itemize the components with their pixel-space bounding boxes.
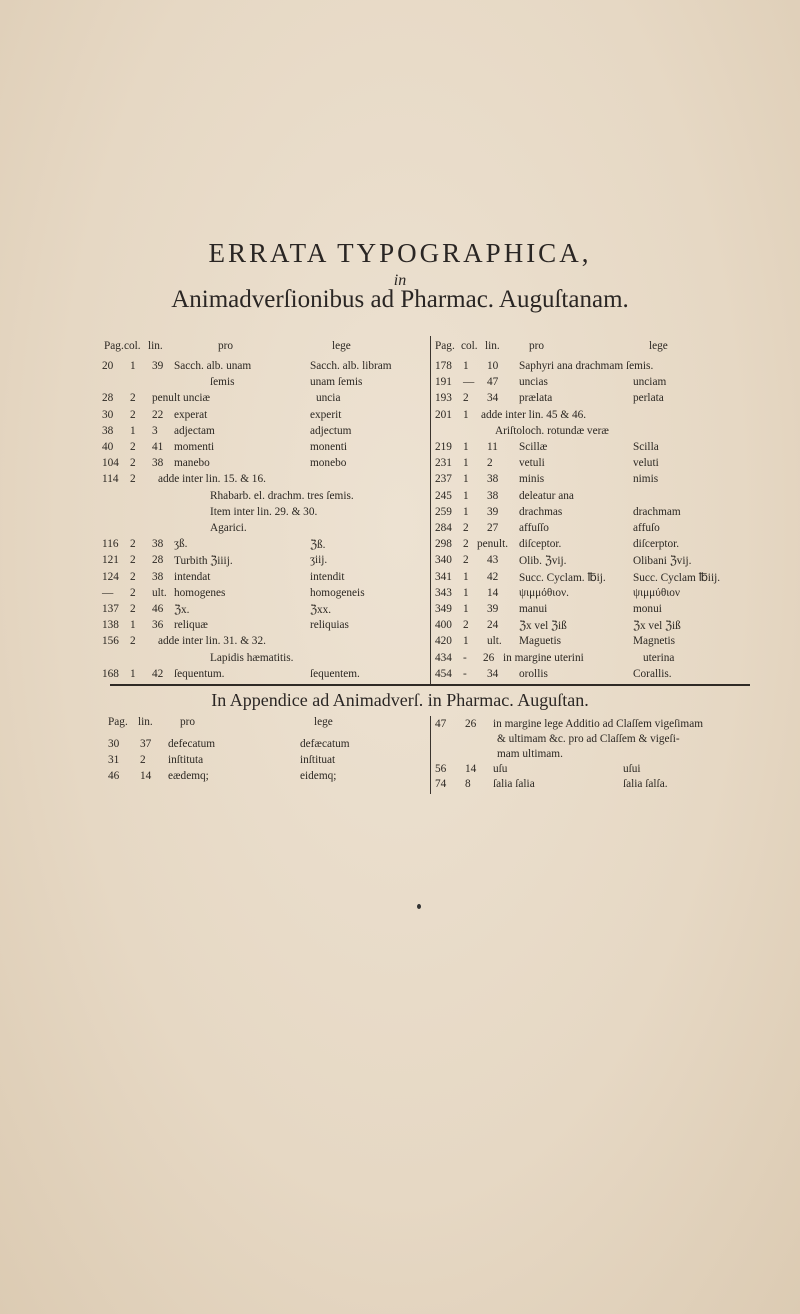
appendix-title: In Appendice ad Animadverſ. in Pharmac. Auguſtan. [211,690,589,710]
cell-pro: prælata [519,392,553,405]
cell-lege: unam ſemis [310,376,363,389]
cell-col: 2 [130,473,136,486]
errata-subtitle: Animadverſionibus ad Pharmac. Auguſtanam. [171,286,629,313]
cell-pro: ſemis [210,376,235,389]
cell-col: 2 [130,457,136,470]
cell-pro: Succ. Cyclam. ℔ij. [519,571,606,584]
cell-col: 1 [130,619,136,632]
cell-pag: 114 [102,473,119,486]
cell-pro: mam ultimam. [497,748,563,760]
cell-pag: 124 [102,570,119,583]
cell-pro: diſceptor. [519,538,562,551]
cell-pag: — [102,586,114,599]
cell-pag: 193 [435,392,452,405]
cell-lin: 14 [487,586,499,599]
cell-lege: Sacch. alb. libram [310,360,392,372]
cell-pag: 341 [435,570,452,583]
cell-lin: 34 [487,667,499,680]
cell-pro: Rhabarb. el. drachm. tres ſemis. [210,489,354,502]
cell-lege: ψιμμύθιον [633,586,681,599]
cell-lege: perlata [633,392,664,405]
cell-pag: 156 [102,635,119,648]
cell-pro: experat [174,408,208,421]
cell-col: 1 [130,424,136,437]
cell-lege: Magnetis [633,635,676,648]
cell-lin: 38 [487,473,499,486]
header-pro: pro [529,340,545,352]
cell-lin: 43 [487,554,499,567]
cell-pag: 56 [435,763,447,775]
cell-pag: 104 [102,457,119,470]
cell-pag: 178 [435,360,452,372]
cell-pro: Agarici. [210,522,247,534]
cell-col: 1 [463,505,469,518]
cell-lin: 34 [487,392,499,405]
cell-pro: in margine uterini [503,651,584,664]
header-pag: Pag. [108,716,128,728]
cell-lin: 27 [487,522,499,534]
cell-pag: 237 [435,473,452,486]
cell-pro: Saphyri ana drachmam ſemis. [519,360,654,372]
header-pag: Pag. [435,340,455,352]
cell-pro: Turbith ℨiiij. [174,555,233,568]
cell-col: - [463,651,467,664]
cell-lege: intendit [310,570,345,583]
cell-lin: 39 [487,603,499,615]
cell-lege: monebo [310,457,347,470]
cell-pag: 116 [102,538,119,551]
cell-pro: Ariſtoloch. rotundæ veræ [495,424,609,437]
cell-col: 2 [463,554,469,567]
cell-pag: 74 [435,778,447,790]
rule-line [110,684,750,686]
cell-lege: monenti [310,441,348,453]
cell-lege: uterina [643,651,675,664]
cell-lin: 36 [152,619,164,632]
cell-lin: 2 [140,754,146,766]
cell-col: 2 [463,538,469,551]
cell-pro: & ultimam &c. pro ad Claſſem & vigeſi- [497,733,680,745]
header-lege: lege [314,716,333,728]
cell-pro: drachmas [519,505,563,518]
cell-pag: 340 [435,554,452,567]
cell-lege: inſtituat [300,754,336,766]
cell-lin: 38 [152,457,164,470]
cell-lege: Succ. Cyclam ℔iij. [633,571,721,584]
cell-lege: unciam [633,376,667,389]
cell-pro: Lapidis hæmatitis. [210,651,294,664]
cell-col: — [463,376,475,389]
cell-pro: ℨx vel ℨiß [519,620,567,633]
cell-pro: adde inter lin. 31. & 32. [158,635,266,648]
cell-lege: veluti [633,457,659,470]
cell-pag: 31 [108,754,120,766]
cell-pag: 168 [102,667,119,680]
cell-lin: ult. [487,635,502,648]
cell-col: 1 [463,457,469,470]
cell-pro: affuſſo [519,522,549,534]
cell-pag: 40 [102,441,114,453]
cell-pro: manebo [174,457,210,470]
cell-col: 1 [463,360,469,372]
cell-pag: 20 [102,360,114,372]
cell-pag: 137 [102,603,119,615]
cell-lin: 14 [140,770,152,782]
cell-pag: 201 [435,408,452,421]
cell-pro: defecatum [168,738,216,750]
cell-col: - [463,667,467,680]
appendix-left-table [108,716,428,796]
cell-pag: 231 [435,457,452,470]
cell-lin: 26 [465,718,477,730]
cell-pro: manui [519,603,548,615]
cell-lin: 38 [152,570,164,583]
appendix-divider [430,716,431,794]
cell-pag: 38 [102,424,114,437]
cell-pro: penult unciæ [152,392,211,405]
cell-pag: 30 [108,738,120,750]
cell-lege: ſalia ſalſa. [623,778,668,790]
cell-pag: 28 [102,392,114,405]
cell-pro: ſequentum. [174,667,225,680]
cell-pag: 420 [435,635,452,648]
cell-lin: ult. [152,586,167,599]
cell-pro: ſalia ſalia [493,778,535,790]
cell-pag: 434 [435,651,452,664]
cell-col: 2 [463,392,469,405]
cell-col: 2 [130,554,136,567]
cell-lin: 11 [487,441,498,453]
cell-col: 1 [463,473,469,486]
header-col: col. [124,340,141,352]
cell-lin: 39 [152,360,164,372]
cell-lin: 8 [465,778,471,790]
title-in: in [393,272,407,289]
cell-col: 2 [130,586,136,599]
cell-lin: 41 [152,441,164,453]
cell-pro: intendat [174,570,211,583]
cell-pro: reliquæ [174,619,208,632]
cell-pro: Olib. ℨvij. [519,555,567,568]
cell-col: 1 [463,586,469,599]
cell-pro: ψιμμόθιον. [519,586,569,599]
cell-col: 1 [463,489,469,502]
cell-pro: adde inter lin. 45 & 46. [481,408,587,421]
cell-pro: orollis [519,667,548,680]
cell-pag: 138 [102,619,119,632]
cell-pro: inſtituta [168,754,204,766]
cell-lege: diſcerptor. [633,538,680,551]
cell-col: 1 [463,408,469,421]
cell-col: 2 [130,603,136,615]
cell-pro: Sacch. alb. unam [174,360,252,372]
cell-lin: 26 [483,651,495,664]
cell-lege: Olibani ℨvij. [633,555,692,568]
cell-lin: penult. [477,538,509,551]
column-divider [430,336,431,686]
cell-lin: 10 [487,360,499,372]
cell-lin: 14 [465,763,477,775]
header-lege: lege [649,340,668,352]
cell-lege: affuſo [633,522,660,534]
cell-lin: 24 [487,619,499,632]
cell-pro: adjectam [174,424,215,437]
cell-pag: 30 [102,408,114,421]
cell-pro: minis [519,473,545,486]
cell-pag: 219 [435,441,452,453]
cell-lin: 46 [152,603,164,615]
cell-col: 1 [463,570,469,583]
cell-lin: 22 [152,408,164,421]
cell-pro: Item inter lin. 29. & 30. [210,505,318,518]
cell-lege: defæcatum [300,738,350,750]
cell-pro: momenti [174,441,215,453]
cell-lin: 3 [152,424,158,437]
cell-col: 1 [463,441,469,453]
cell-col: 2 [130,570,136,583]
cell-lege: ℨß. [310,539,326,552]
cell-pag: 46 [108,770,120,782]
header-lin: lin. [138,716,153,728]
cell-pro: adde inter lin. 15. & 16. [158,473,266,486]
cell-pag: 47 [435,718,447,730]
cell-col: 2 [463,522,469,534]
cell-lege: ʒiij. [310,554,328,567]
cell-lin: 42 [152,667,164,680]
cell-pag: 454 [435,667,452,680]
cell-lege: Corallis. [633,667,672,680]
cell-lege: ſequentem. [310,667,360,680]
cell-pag: 191 [435,376,452,389]
cell-lege: uncia [316,392,341,405]
cell-col: 1 [130,360,136,372]
right-errata-table [433,340,753,680]
cell-col: 2 [130,635,136,648]
cell-lege: Scilla [633,441,659,453]
cell-col: 2 [130,538,136,551]
cell-pro: ℨx. [174,604,190,616]
cell-lege: ℨx vel ℨiß [633,620,681,633]
cell-lin: 42 [487,570,499,583]
cell-lege: ℨxx. [310,604,332,616]
cell-lege: uſui [623,763,641,775]
header-pro: pro [180,716,196,728]
header-pag: Pag. [104,340,124,352]
appendix-right-table [433,716,773,796]
header-lin: lin. [485,340,500,352]
header-lege: lege [332,340,351,352]
cell-pag: 298 [435,538,452,551]
cell-col: 1 [130,667,136,680]
cell-lege: eidemq; [300,770,337,782]
cell-lege: nimis [633,473,659,486]
cell-pro: deleatur ana [519,489,574,502]
cell-col: 1 [463,635,469,648]
cell-col: 2 [130,408,136,421]
cell-lin: 39 [487,505,499,518]
cell-pro: homogenes [174,586,226,599]
page-mark [417,904,421,909]
cell-pro: vetuli [519,457,545,470]
cell-col: 2 [463,619,469,632]
cell-pag: 343 [435,586,452,599]
cell-pag: 121 [102,554,119,567]
cell-pro: eædemq; [168,770,209,782]
cell-lege: adjectum [310,424,352,437]
cell-pag: 245 [435,489,452,502]
left-errata-table [100,340,430,680]
cell-pro: Scillæ [519,441,548,453]
cell-lege: homogeneis [310,586,365,599]
cell-pag: 400 [435,619,452,632]
cell-pag: 284 [435,522,452,534]
cell-lin: 37 [140,738,152,750]
cell-col: 2 [130,441,136,453]
cell-lin: 38 [487,489,499,502]
cell-pro: in margine lege Additio ad Claſſem vigeſimam [493,718,703,730]
header-pro: pro [218,340,234,352]
cell-pro: uſu [493,763,508,775]
header-lin: lin. [148,340,163,352]
cell-pro: uncias [519,376,548,389]
cell-pag: 349 [435,603,452,615]
cell-pro: ʒß. [174,538,188,551]
cell-lege: reliquias [310,619,349,632]
cell-lin: 47 [487,376,499,389]
cell-lege: monui [633,603,662,615]
cell-lin: 38 [152,538,164,551]
cell-lin: 28 [152,554,164,567]
cell-col: 2 [130,392,136,405]
header-col: col. [461,340,478,352]
cell-lege: experit [310,408,342,421]
cell-lin: 2 [487,457,493,470]
cell-pro: Maguetis [519,635,562,648]
errata-title: ERRATA TYPOGRAPHICA, [208,238,592,268]
cell-lege: drachmam [633,505,681,518]
cell-pag: 259 [435,505,452,518]
cell-col: 1 [463,603,469,615]
